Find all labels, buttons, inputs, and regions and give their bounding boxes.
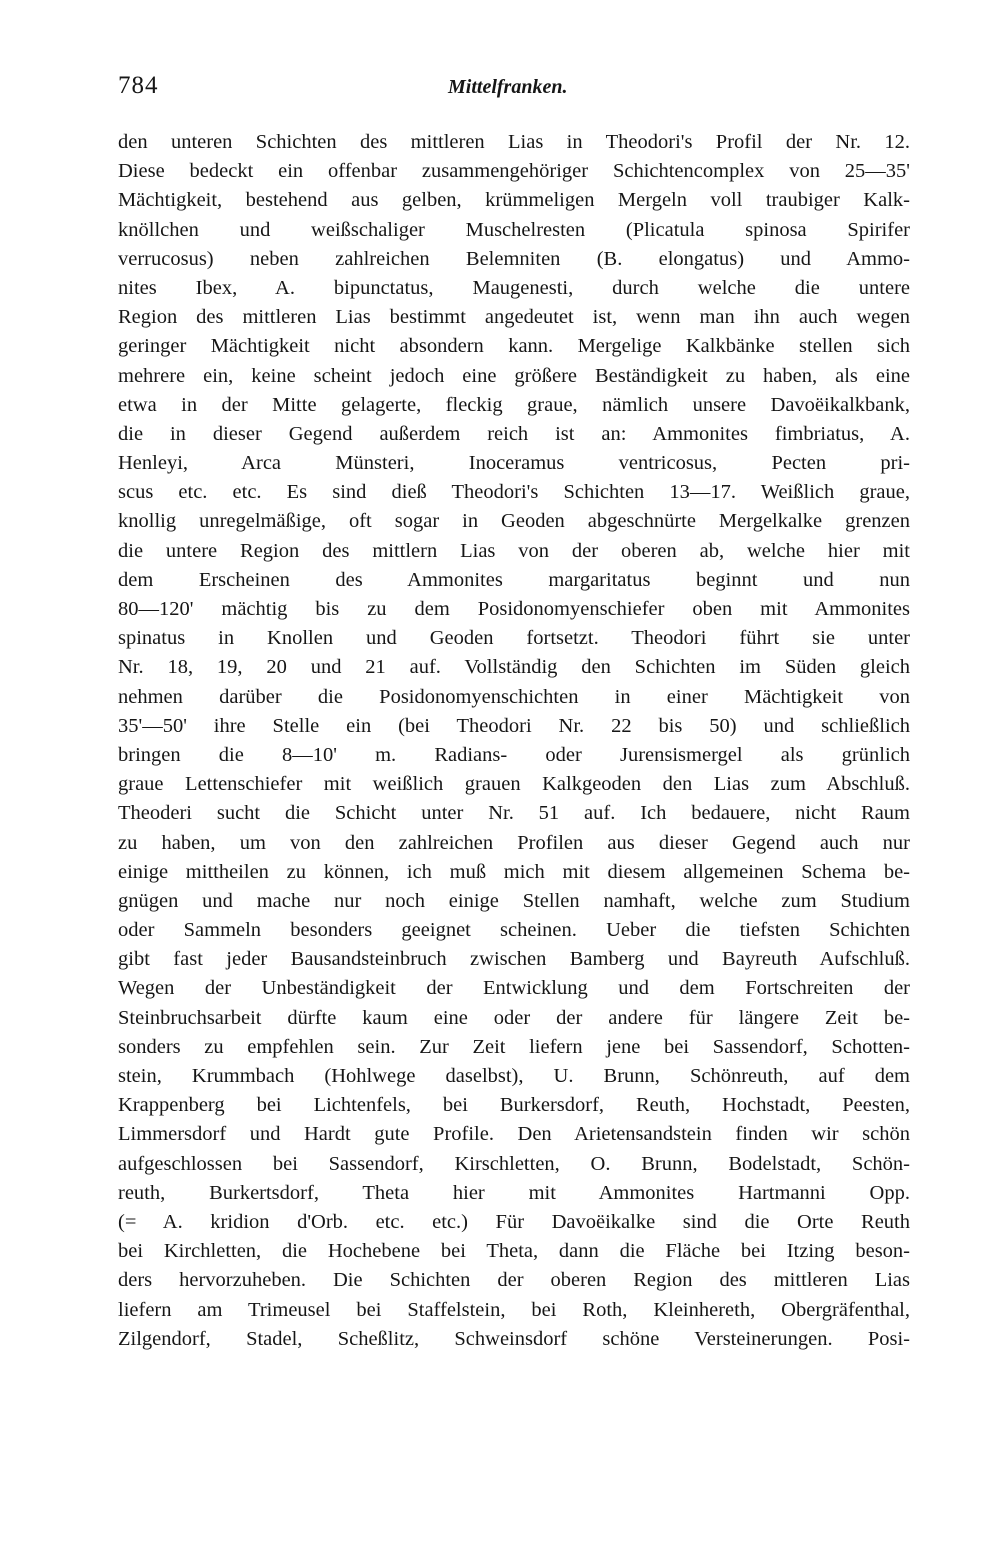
text-line: Krappenberg bei Lichtenfels, bei Burkersdorf, Reuth, Hochstadt, Peesten, xyxy=(118,1094,910,1117)
text-line: nites Ibex, A. bipunctatus, Maugenesti, durch welche die untere xyxy=(118,276,910,299)
text-line: Zilgendorf, Stadel, Scheßlitz, Schweinsdorf schöne Versteinerungen. Posi- xyxy=(118,1327,910,1350)
text-line: etwa in der Mitte gelagerte, fleckig graue, nämlich unsere Davoëikalkbank, xyxy=(118,393,910,416)
text-line: (= A. kridion d'Orb. etc. etc.) Für Davoëikalke sind die Orte Reuth xyxy=(118,1210,910,1233)
text-line: Nr. 18, 19, 20 und 21 auf. Vollständig den Schichten im Süden gleich xyxy=(118,656,910,679)
running-head: Mittelfranken. xyxy=(448,76,568,98)
page-number: 784 xyxy=(118,72,159,99)
text-line: scus etc. etc. Es sind dieß Theodori's Schichten 13—17. Weißlich graue, xyxy=(118,481,910,504)
text-line: bei Kirchletten, die Hochebene bei Theta, dann die Fläche bei Itzing beson- xyxy=(118,1240,910,1263)
text-line: geringer Mächtigkeit nicht absondern kann. Mergelige Kalkbänke stellen sich xyxy=(118,335,910,358)
text-line: sonders zu empfehlen sein. Zur Zeit liefern jene bei Sassendorf, Schotten- xyxy=(118,1035,910,1058)
text-line: 80—120' mächtig bis zu dem Posidonomyenschiefer oben mit Ammonites xyxy=(118,598,910,620)
page-header xyxy=(118,72,910,112)
text-line: mehrere ein, keine scheint jedoch eine größere Beständigkeit zu haben, als eine xyxy=(118,364,910,387)
text-line: stein, Krummbach (Hohlwege daselbst), U. Brunn, Schönreuth, auf dem xyxy=(118,1065,910,1087)
text-line: Henleyi, Arca Münsteri, Inoceramus ventricosus, Pecten pri- xyxy=(118,452,910,475)
text-line: spinatus in Knollen und Geoden fortsetzt. Theodori führt sie unter xyxy=(118,627,910,650)
text-line: Wegen der Unbeständigkeit der Entwicklung und dem Fortschreiten der xyxy=(118,977,910,1000)
text-line: dem Erscheinen des Ammonites margaritatus beginnt und nun xyxy=(118,568,910,591)
text-line: reuth, Burkertsdorf, Theta hier mit Ammonites Hartmanni Opp. xyxy=(118,1181,910,1204)
text-line: den unteren Schichten des mittleren Lias in Theodori's Profil der Nr. 12. xyxy=(118,131,910,153)
text-line: bringen die 8—10' m. Radians- oder Jurensismergel als grünlich xyxy=(118,743,910,766)
text-line: oder Sammeln besonders geeignet scheinen. Ueber die tiefsten Schichten xyxy=(118,919,910,942)
text-line: ders hervorzuheben. Die Schichten der oberen Region des mittleren Lias xyxy=(118,1269,910,1292)
text-line: Limmersdorf und Hardt gute Profile. Den Arietensandstein finden wir schön xyxy=(118,1123,910,1146)
text-line: liefern am Trimeusel bei Staffelstein, bei Roth, Kleinhereth, Obergräfenthal, xyxy=(118,1298,910,1321)
text-line: die untere Region des mittlern Lias von der oberen ab, welche hier mit xyxy=(118,539,910,562)
text-line: Mächtigkeit, bestehend aus gelben, krümmeligen Mergeln voll traubiger Kalk- xyxy=(118,189,910,212)
text-line: Region des mittleren Lias bestimmt angedeutet ist, wenn man ihn auch wegen xyxy=(118,306,910,329)
text-line: Theoderi sucht die Schicht unter Nr. 51 auf. Ich bedauere, nicht Raum xyxy=(118,802,910,825)
text-line: graue Lettenschiefer mit weißlich grauen Kalkgeoden den Lias zum Abschluß. xyxy=(118,773,910,796)
text-line: aufgeschlossen bei Sassendorf, Kirschletten, O. Brunn, Bodelstadt, Schön- xyxy=(118,1152,910,1175)
text-line: 35'—50' ihre Stelle ein (bei Theodori Nr. 22 bis 50) und schließlich xyxy=(118,714,910,737)
text-line: Diese bedeckt ein offenbar zusammengehöriger Schichtencomplex von 25—35' xyxy=(118,160,910,183)
text-line: nehmen darüber die Posidonomyenschichten in einer Mächtigkeit von xyxy=(118,685,910,708)
text-line: verrucosus) neben zahlreichen Belemniten (B. elongatus) und Ammo- xyxy=(118,247,910,270)
body-text xyxy=(118,128,910,1354)
text-line: zu haben, um von den zahlreichen Profilen aus dieser Gegend auch nur xyxy=(118,831,910,854)
text-line: gibt fast jeder Bausandsteinbruch zwischen Bamberg und Bayreuth Aufschluß. xyxy=(118,948,910,971)
text-line: gnügen und mache nur noch einige Stellen namhaft, welche zum Studium xyxy=(118,889,910,912)
text-line: die in dieser Gegend außerdem reich ist an: Ammonites fimbriatus, A. xyxy=(118,422,910,445)
text-line: knollig unregelmäßige, oft sogar in Geoden abgeschnürte Mergelkalke grenzen xyxy=(118,510,910,533)
text-line: Steinbruchsarbeit dürfte kaum eine oder der andere für längere Zeit be- xyxy=(118,1006,910,1029)
text-line: knöllchen und weißschaliger Muschelresten (Plicatula spinosa Spirifer xyxy=(118,218,910,241)
text-line: einige mittheilen zu können, ich muß mich mit diesem allgemeinen Schema be- xyxy=(118,860,910,883)
